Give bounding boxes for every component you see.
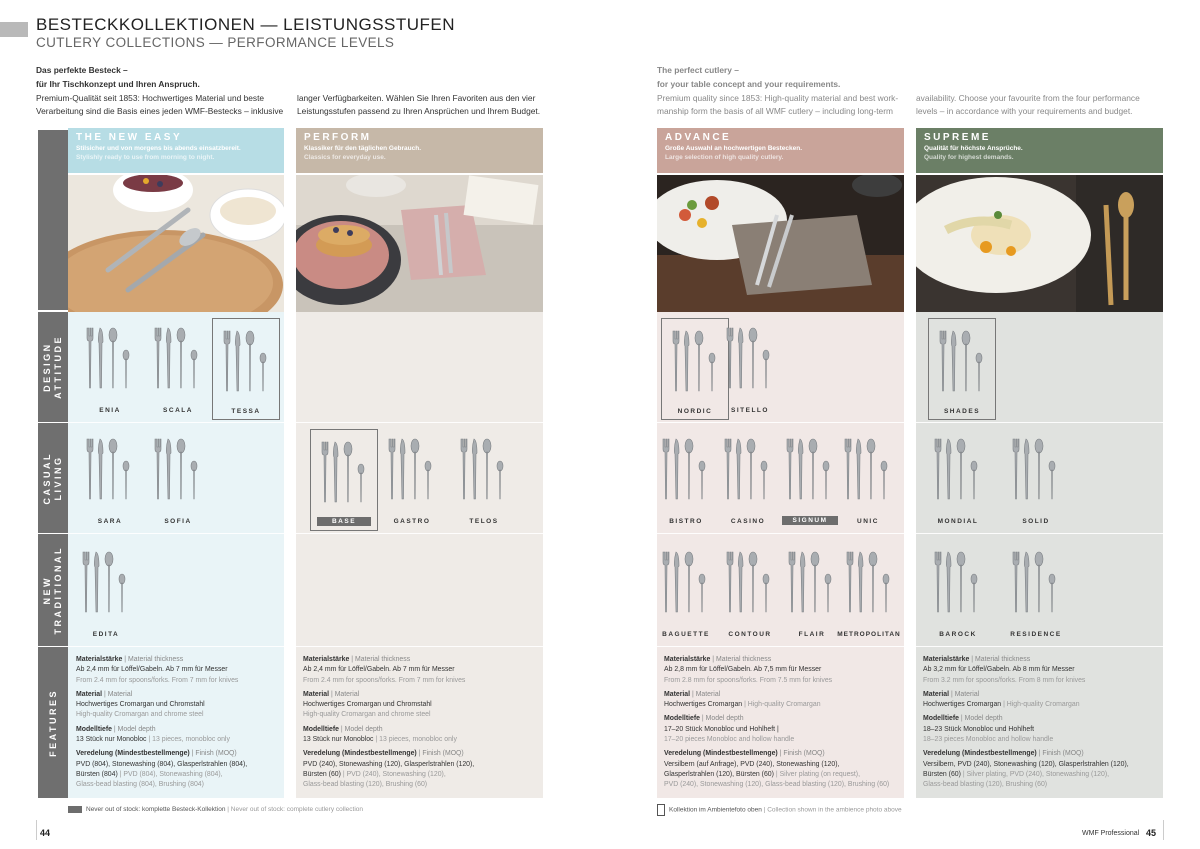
collection-contour[interactable] xyxy=(716,540,784,642)
level-header-supreme xyxy=(916,128,1163,173)
cutlery-set-icon xyxy=(840,437,896,501)
intro-en-text: Premium quality since 1853: High-quality material and best work- xyxy=(657,92,899,103)
collection-label: GASTRO xyxy=(393,518,431,525)
page-number-left: 44 xyxy=(40,828,51,838)
level-header-perform xyxy=(296,128,543,173)
collection-label: ENIA xyxy=(99,407,121,414)
collection-residence[interactable] xyxy=(1002,540,1070,642)
cutlery-set-icon xyxy=(82,326,138,390)
ambience-photo-new-easy xyxy=(68,175,284,312)
intro-de-bold2: für Ihr Tischkonzept und Ihren Anspruch. xyxy=(36,78,200,89)
cutlery-set-icon xyxy=(935,329,991,393)
collection-label: NORDIC xyxy=(677,408,713,415)
cutlery-set-icon xyxy=(1008,550,1064,614)
row-label-design: DESIGN ATTITUDE xyxy=(38,312,68,422)
level-header-advance xyxy=(657,128,904,173)
level-sub-de: Qualität für höchste Ansprüche. xyxy=(924,145,1023,152)
collection-mondial[interactable] xyxy=(924,427,992,529)
cutlery-set-icon xyxy=(842,550,898,614)
level-sub-en: Large selection of high quality cutlery. xyxy=(665,154,784,161)
cutlery-set-icon xyxy=(722,550,778,614)
collection-label: SHADES xyxy=(943,408,981,415)
level-name: THE NEW EASY xyxy=(76,132,183,143)
cutlery-set-icon xyxy=(720,437,776,501)
intro-en-text: levels – in accordance with your requirements and budget. xyxy=(916,106,1133,117)
intro-de-text: Leistungsstufen passend zu Ihren Ansprüchen und Ihrem Budget. xyxy=(297,106,541,117)
level-name: ADVANCE xyxy=(665,132,732,143)
collection-metropolitan[interactable] xyxy=(836,540,902,642)
row-label-traditional: NEW TRADITIONAL xyxy=(38,534,68,646)
collection-tessa[interactable] xyxy=(212,318,280,420)
collection-label: SIGNUM xyxy=(782,516,838,525)
collection-sitello[interactable] xyxy=(716,316,784,418)
intro-de-bold1: Das perfekte Besteck – xyxy=(36,65,128,75)
frame-outline-icon xyxy=(657,804,665,816)
cutlery-set-icon xyxy=(317,440,373,504)
cutlery-set-icon xyxy=(1008,437,1064,501)
features-perform: Materialstärke | Material thickness Ab 2,4 mm für Löffel/Gabeln. Ab 7 mm für Messer From 2.4 mm for spoons/forks. From 7 mm for knives Material | Material Hochwertiges Cromargan und Chromstahl High-quality Cromargan and chrome steel Modelltiefe | Model depth 13 Stück nur Monobloc | 13 pieces, monobloc only Veredelung (Mindestbestellmenge) | Finish (MOQ) PVD (240), Stonewashing (120), Glasperlstrahlen (120), Bürsten (60) | PVD (240), Stonewashing (120), Glass-bead blasting (120), Brushing (60) xyxy=(303,656,475,789)
collection-label: BAROCK xyxy=(939,631,977,638)
page-title: BESTECKKOLLEKTIONEN — LEISTUNGSSTUFEN xyxy=(36,15,456,34)
collection-gastro[interactable] xyxy=(378,427,446,529)
intro-en-text: availability. Choose your favourite from the four performance xyxy=(916,92,1140,103)
collection-label: MONDIAL xyxy=(937,518,979,525)
collection-telos[interactable] xyxy=(450,427,518,529)
collection-sara[interactable] xyxy=(76,427,144,529)
cutlery-set-icon xyxy=(150,326,206,390)
collection-shades[interactable] xyxy=(928,318,996,420)
intro-en-text: manship form the basis of all WMF cutlery – including long-term xyxy=(657,106,893,117)
intro-en-bold2: for your table concept and your requirements. xyxy=(657,78,841,89)
level-header-new-easy xyxy=(68,128,284,173)
intro-de-col1 xyxy=(36,64,286,119)
intro-en-bold1: The perfect cutlery – xyxy=(657,65,739,75)
page-subtitle: CUTLERY COLLECTIONS — PERFORMANCE LEVELS xyxy=(36,35,395,50)
collection-scala[interactable] xyxy=(144,316,212,418)
features-new-easy: Materialstärke | Material thickness Ab 2,4 mm für Löffel/Gabeln. Ab 7 mm für Messer From 2.4 mm for spoons/forks. From 7 mm for knives Material | Material Hochwertiges Cromargan und Chromstahl High-quality Cromargan and chrome steel Modelltiefe | Model depth 13 Stück nur Monobloc | 13 pieces, monobloc only Veredelung (Mindestbestellmenge) | Finish (MOQ) PVD (804), Stonewashing (804), Glasperlstrahlen (804), Bürsten (804) | PVD (804), Stonewashing (804), Glass-bead blasting (804), Brushing (804) xyxy=(76,656,248,789)
cutlery-set-icon xyxy=(78,550,134,614)
stock-swatch-icon xyxy=(68,806,82,813)
collection-enia[interactable] xyxy=(76,316,144,418)
intro-de-text: langer Verfügbarkeiten. Wählen Sie Ihren Favoriten aus den vier xyxy=(297,92,536,103)
collection-edita[interactable] xyxy=(72,540,140,642)
collection-label: BISTRO xyxy=(669,518,703,525)
footer-brand: WMF Professional xyxy=(1082,830,1140,837)
collection-label: CONTOUR xyxy=(728,631,772,638)
ambience-photo-perform xyxy=(296,175,543,312)
collection-label: METROPOLITAN xyxy=(837,631,901,638)
collection-solid[interactable] xyxy=(1002,427,1070,529)
collection-label: TELOS xyxy=(469,518,499,525)
row-label-casual: CASUAL LIVING xyxy=(38,423,68,533)
intro-en-col2 xyxy=(916,92,1166,120)
level-sub-en: Classics for everyday use. xyxy=(304,154,386,161)
level-sub-de: Große Auswahl an hochwertigen Bestecken. xyxy=(665,145,803,152)
cutlery-set-icon xyxy=(782,437,838,501)
collection-label: SOLID xyxy=(1022,518,1050,525)
collection-label: BASE xyxy=(317,517,371,526)
level-sub-en: Quality for highest demands. xyxy=(924,154,1014,161)
intro-de-text: Premium-Qualität seit 1853: Hochwertiges Material und beste xyxy=(36,92,265,103)
section-tab xyxy=(0,22,28,37)
cutlery-set-icon xyxy=(658,437,714,501)
collection-sofia[interactable] xyxy=(144,427,212,529)
collection-baguette[interactable] xyxy=(652,540,720,642)
collection-label: RESIDENCE xyxy=(1010,631,1062,638)
level-name: SUPREME xyxy=(924,132,991,143)
collection-label: UNIC xyxy=(857,518,879,525)
cutlery-set-icon xyxy=(150,437,206,501)
features-advance: Materialstärke | Material thickness Ab 2,8 mm für Löffel/Gabeln. Ab 7,5 mm für Messer From 2.8 mm for spoons/forks. From 7.5 mm for knives Material | Material Hochwertiges Cromargan | High-quality Cromargan Modelltiefe | Model depth 17–20 Stück Monobloc und Hohlheft | 17–20 pieces Monobloc and hollow handle Veredelung (Mindestbestellmenge) | Finish (MOQ) Versilbern (auf Anfrage), PVD (240), Stonewashing (120), Glasperlstrahlen (120), Bürsten (60) | Silver plating (on request), PVD (240), Stonewashing (120), Glass-bead blasting (120), Brushing (60) xyxy=(664,656,890,789)
legend-photo: Kollektion im Ambientefoto oben | Collection shown in the ambience photo above xyxy=(657,804,902,816)
collection-label: FLAIR xyxy=(798,631,826,638)
collection-barock[interactable] xyxy=(924,540,992,642)
cutlery-set-icon xyxy=(456,437,512,501)
ambience-photo-supreme xyxy=(916,175,1163,312)
ambience-photo-advance xyxy=(657,175,904,312)
collection-base[interactable] xyxy=(310,429,378,531)
intro-de-col2 xyxy=(297,92,547,120)
collection-label: SITELLO xyxy=(731,407,769,414)
level-sub-de: Klassiker für den täglichen Gebrauch. xyxy=(304,145,422,152)
collection-bistro[interactable] xyxy=(652,427,720,529)
legend-stock: Never out of stock: komplette Besteck-Kollektion | Never out of stock: complete cutlery collection xyxy=(68,806,363,813)
collection-label: EDITA xyxy=(92,631,120,638)
cutlery-set-icon xyxy=(784,550,840,614)
level-sub-en: Stylishly ready to use from morning to night. xyxy=(76,154,215,161)
cutlery-set-icon xyxy=(930,437,986,501)
collection-unic[interactable] xyxy=(834,427,902,529)
collection-label: SCALA xyxy=(163,407,193,414)
page-number-right: 45 xyxy=(1146,828,1157,838)
collection-label: SARA xyxy=(97,518,123,525)
cutlery-set-icon xyxy=(658,550,714,614)
features-supreme: Materialstärke | Material thickness Ab 3,2 mm für Löffel/Gabeln. Ab 8 mm für Messer From 3.2 mm for spoons/forks. From 8 mm for knives Material | Material Hochwertiges Cromargan | High-quality Cromargan Modelltiefe | Model depth 18–23 Stück Monobloc und Hohlheft 18–23 pieces Monobloc and hollow handle Veredelung (Mindestbestellmenge) | Finish (MOQ) Versilbern, PVD (240), Stonewashing (120), Glasperlstrahlen (120), Bürsten (60) | Silver plating, PVD (240), Stonewashing (120), Glass-bead blasting (120), Brushing (60) xyxy=(923,656,1129,789)
side-header-block xyxy=(38,130,68,310)
footer-divider xyxy=(1163,820,1164,840)
intro-de-text: Verarbeitung sind die Basis eines jeden WMF-Bestecks – inklusive xyxy=(36,106,284,117)
cutlery-set-icon xyxy=(384,437,440,501)
cutlery-set-icon xyxy=(930,550,986,614)
collection-casino[interactable] xyxy=(714,427,782,529)
row-label-features: FEATURES xyxy=(38,647,68,798)
level-name: PERFORM xyxy=(304,132,372,143)
level-sub-de: Stilsicher und von morgens bis abends einsatzbereit. xyxy=(76,145,241,152)
cutlery-set-icon xyxy=(82,437,138,501)
cutlery-set-icon xyxy=(722,326,778,390)
collection-label: TESSA xyxy=(231,408,261,415)
intro-en-col1 xyxy=(657,64,907,119)
collection-label: SOFIA xyxy=(164,518,192,525)
collection-label: BAGUETTE xyxy=(662,631,710,638)
footer-divider xyxy=(36,820,37,840)
collection-label: CASINO xyxy=(730,518,766,525)
cutlery-set-icon xyxy=(219,329,275,393)
